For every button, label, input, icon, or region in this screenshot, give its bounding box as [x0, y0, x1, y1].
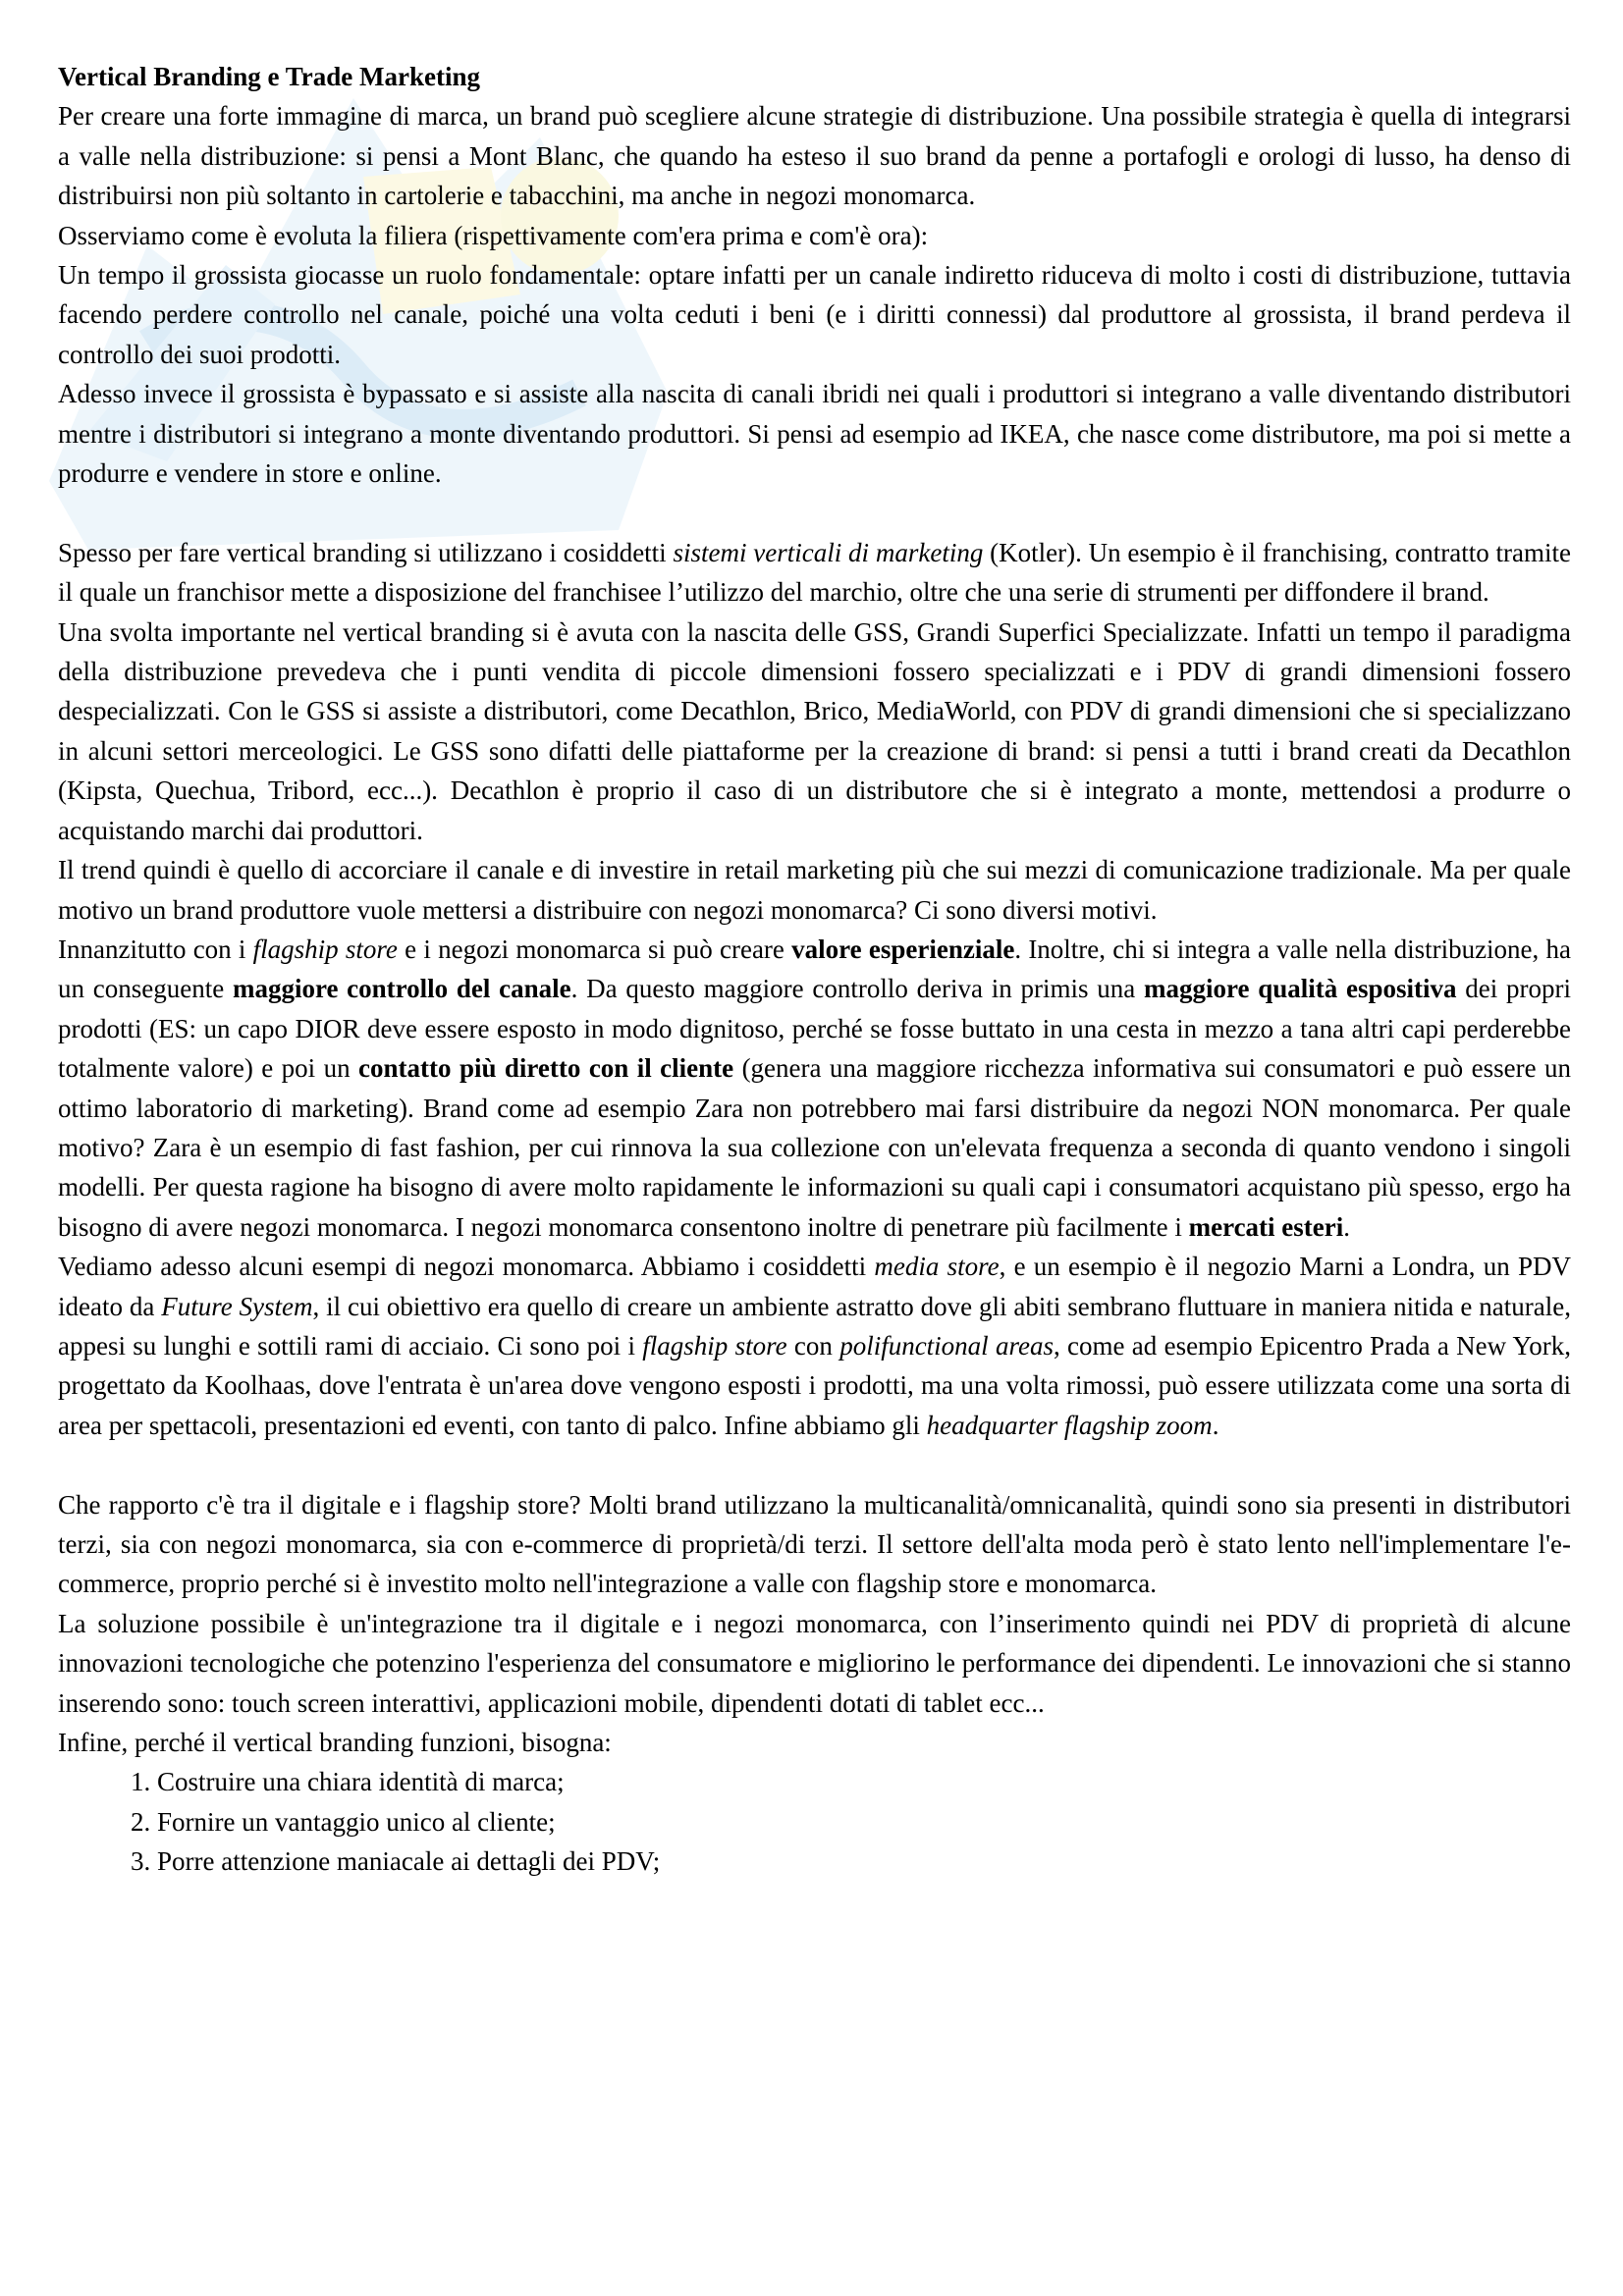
- list-item: 3. Porre attenzione maniacale ai dettagli dei PDV;: [157, 1842, 1571, 1881]
- text-run: Osserviamo come è evoluta la filiera (rispettivamente com'era prima e com'è ora):: [58, 220, 929, 250]
- text-run: , e un esempio è il negozio Marni a Londra, un PDV ideato da: [58, 1252, 1571, 1321]
- text-run: .: [1212, 1410, 1219, 1440]
- paragraph-gap: [58, 1445, 1571, 1484]
- text-run: .: [1343, 1211, 1350, 1242]
- paragraph-p7: [58, 850, 1571, 930]
- text-run: , il cui obiettivo era quello di creare un ambiente astratto dove gli abiti sembrano fluttuare in maniera nitida e naturale, appesi su lunghi e sottili rami di acciaio. Ci sono poi i: [58, 1291, 1571, 1361]
- text-run: , come ad esempio Epicentro Prada a New York, progettato da Koolhaas, dove l'entrata è un'area dove vengono esposti i prodotti, ma una volta rimossi, può essere utilizzata come una sorta di area per spettacoli, presentazioni ed eventi, con tanto di palco. Infine abbiamo gli: [58, 1330, 1571, 1440]
- bold-text: valore esperienziale: [791, 934, 1015, 964]
- paragraph-gap: [58, 493, 1571, 532]
- paragraph-p5: [58, 533, 1571, 613]
- document-title: Vertical Branding e Trade Marketing: [58, 62, 480, 91]
- text-run: (Kotler). Un esempio è il franchising, contratto tramite il quale un franchisor mette a disposizione del franchisee l’utilizzo del marchio, oltre che una serie di strumenti per diffondere il brand.: [58, 537, 1572, 608]
- text-run: Vediamo adesso alcuni esempi di negozi monomarca. Abbiamo i cosiddetti: [58, 1252, 875, 1282]
- paragraph-p11: [58, 1604, 1571, 1723]
- paragraph-p12: [58, 1723, 1571, 1762]
- list-item: 1. Costruire una chiara identità di marca;: [157, 1762, 1571, 1801]
- text-run: Che rapporto c'è tra il digitale e i flagship store? Molti brand utilizzano la multicanalità/omnicanalità, quindi sono sia presenti in distributori terzi, sia con negozi monomarca, sia con e-commerce di proprietà/di terzi. Il settore dell'alta moda però è stato lento nell'implementare l'e-commerce, proprio perché si è investito molto nell'integrazione a valle con flagship store e monomarca.: [58, 1489, 1571, 1599]
- document-body: [58, 96, 1571, 1762]
- paragraph-p8: [58, 930, 1571, 1247]
- bold-text: contatto più diretto con il cliente: [358, 1053, 734, 1084]
- paragraph-p9: [58, 1247, 1571, 1445]
- paragraph-p10: [58, 1485, 1571, 1604]
- text-run: Un tempo il grossista giocasse un ruolo fondamentale: optare infatti per un canale indiretto riduceva di molto i costi di distribuzione, tuttavia facendo perdere controllo nel canale, poiché una volta ceduti i beni (e i diritti connessi) dal produttore al grossista, il brand perdeva il controllo dei suoi prodotti.: [58, 260, 1571, 369]
- italic-text: polifunctional areas: [839, 1330, 1054, 1361]
- text-run: Adesso invece il grossista è bypassato e si assiste alla nascita di canali ibridi nei quali i produttori si integrano a valle diventando distributori mentre i distributori si integrano a monte diventando produttori. Si pensi ad esempio ad IKEA, che nasce come distributore, ma poi si mette a produrre e vendere in store e online.: [58, 379, 1571, 489]
- text-run: . Da questo maggiore controllo deriva in primis una: [570, 974, 1145, 1004]
- italic-text: Future System: [161, 1291, 313, 1321]
- text-run: Il trend quindi è quello di accorciare il canale e di investire in retail marketing più che sui mezzi di comunicazione tradizionale. Ma per quale motivo un brand produttore vuole mettersi a distribuire con negozi monomarca? Ci sono diversi motivi.: [58, 855, 1571, 925]
- document-page: [58, 57, 1571, 1882]
- text-run: Una svolta importante nel vertical branding si è avuta con la nascita delle GSS, Grandi Superfici Specializzate. Infatti un tempo il paradigma della distribuzione prevedeva che i punti vendita di piccole dimensioni fossero specializzati e i PDV di grandi dimensioni fossero despecializzati. Con le GSS si assiste a distributori, come Decathlon, Brico, MediaWorld, con PDV di grandi dimensioni che si specializzano in alcuni settori merceologici. Le GSS sono difatti delle piattaforme per la creazione di brand: si pensi a tutti i brand creati da Decathlon (Kipsta, Quechua, Tribord, ecc...). Decathlon è proprio il caso di un distributore che si è integrato a monte, mettendosi a produrre o acquistando marchi dai produttori.: [58, 616, 1571, 845]
- paragraph-p6: [58, 613, 1571, 850]
- paragraph-p2: [58, 216, 1571, 255]
- list-item: 2. Fornire un vantaggio unico al cliente;: [157, 1802, 1571, 1842]
- requirements-list: [58, 1762, 1571, 1881]
- text-run: Innanzitutto con i: [58, 934, 253, 964]
- italic-text: sistemi verticali di marketing: [673, 537, 984, 567]
- paragraph-p1: [58, 96, 1571, 215]
- bold-text: mercati esteri: [1188, 1211, 1344, 1242]
- text-run: Infine, perché il vertical branding funzioni, bisogna:: [58, 1728, 612, 1758]
- text-run: Per creare una forte immagine di marca, un brand può scegliere alcune strategie di distribuzione. Una possibile strategia è quella di integrarsi a valle nella distribuzione: si pensi a Mont Blanc, che quando ha esteso il suo brand da penne a portafogli e orologi di lusso, ha denso di distribuirsi non più soltanto in cartolerie e tabacchini, ma anche in negozi monomarca.: [58, 101, 1571, 211]
- text-run: Spesso per fare vertical branding si utilizzano i cosiddetti: [58, 537, 674, 567]
- italic-text: media store: [874, 1252, 1000, 1282]
- italic-text: flagship store: [642, 1330, 787, 1361]
- text-run: (genera una maggiore ricchezza informativa sui consumatori e può essere un ottimo laboratorio di marketing). Brand come ad esempio Zara non potrebbero mai farsi distribuire da negozi NON monomarca. Per quale motivo? Zara è un esempio di fast fashion, per cui rinnova la sua collezione con un'elevata frequenza a seconda di quanto vendono i singoli modelli. Per questa ragione ha bisogno di avere molto rapidamente le informazioni su quali capi i consumatori acquistano più spesso, ergo ha bisogno di avere negozi monomarca. I negozi monomarca consentono inoltre di penetrare più facilmente i: [58, 1053, 1571, 1242]
- italic-text: flagship store: [252, 934, 398, 964]
- text-run: e i negozi monomarca si può creare: [397, 934, 792, 964]
- paragraph-p3: [58, 255, 1571, 374]
- text-run: . Inoltre, chi si integra a valle nella distribuzione, ha un conseguente: [58, 934, 1572, 1004]
- text-run: dei propri prodotti (ES: un capo DIOR deve essere esposto in modo dignitoso, perché se fosse buttato in una cesta in mezzo a tana altri capi perderebbe totalmente valore) e poi un: [58, 974, 1571, 1084]
- text-run: con: [786, 1330, 840, 1361]
- bold-text: maggiore controllo del canale: [232, 974, 571, 1004]
- italic-text: headquarter flagship zoom: [926, 1410, 1213, 1440]
- paragraph-p4: [58, 374, 1571, 493]
- text-run: La soluzione possibile è un'integrazione tra il digitale e i negozi monomarca, con l’inserimento quindi nei PDV di proprietà di alcune innovazioni tecnologiche che potenzino l'esperienza del consumatore e migliorino le performance dei dipendenti. Le innovazioni che si stanno inserendo sono: touch screen interattivi, applicazioni mobile, dipendenti dotati di tablet ecc...: [58, 1608, 1571, 1718]
- bold-text: maggiore qualità espositiva: [1144, 974, 1457, 1004]
